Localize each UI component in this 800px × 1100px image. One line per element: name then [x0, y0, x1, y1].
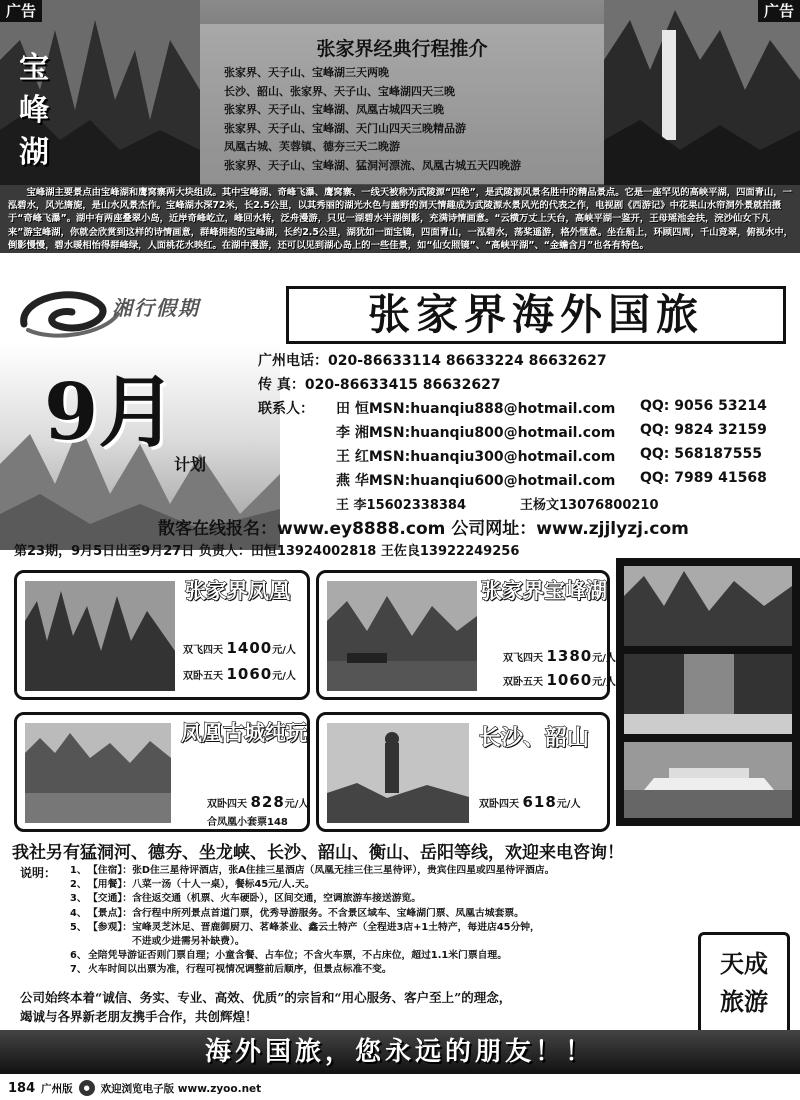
- contact-row: [336, 422, 615, 442]
- company-line: 公司始终本着“诚信、务实、专业、高效、优质”的宗旨和“用心服务、客户至上”的理念，: [20, 990, 512, 1005]
- fax-numbers: 020-86633415 86632627: [304, 377, 501, 393]
- agency-logo-text: 湘行假期: [112, 296, 200, 320]
- ad-label-left: 广告: [0, 0, 42, 22]
- tour-price: 双飞四天 1400元/人: [183, 639, 296, 657]
- contact-msn: MSN:huanqiu600@hotmail.com: [368, 473, 616, 489]
- contact-row: [336, 446, 615, 466]
- tour-title: 凤凰古城纯玩: [181, 720, 307, 745]
- tour-photo: [25, 723, 171, 823]
- tour-price: 双卧四天 618元/人: [479, 793, 581, 811]
- extra-phone: 王 李15602338384: [336, 498, 467, 513]
- footer-text: 欢迎浏览电子版 www.zyoo.net: [100, 1082, 262, 1095]
- plan-label: 计划: [174, 455, 207, 474]
- contact-name: 王 红: [336, 449, 369, 465]
- itinerary-item: 凤凰古城、芙蓉镇、德夯三天二晚游: [224, 140, 400, 154]
- photo-column: [616, 558, 800, 826]
- itinerary-item: 张家界、天子山、宝峰湖、猛洞河漂流、凤凰古城五天四晚游: [224, 158, 521, 172]
- more-routes-line: 我社另有猛洞河、德夯、坐龙峡、长沙、韶山、衡山、岳阳等线，欢迎来电咨询！: [12, 843, 624, 863]
- tour-card-changsha-shaoshan: [316, 712, 610, 832]
- itinerary-list: [224, 64, 604, 176]
- tour-card-zjj-fenghuang: [14, 570, 310, 700]
- tour-title: 张家界宝峰湖: [481, 578, 607, 603]
- note-item: 5、【参观】：宝峰灵芝沐足、晋鹿御厨刀、茗峰茶业、鑫云土特产（全程进3店+1土特产，每进店45分钟，: [70, 921, 540, 933]
- itinerary-item: 张家界、天子山、宝峰湖三天两晚: [224, 66, 389, 79]
- tour-price: 双卧五天 1060元/人: [503, 671, 616, 689]
- cruise-ship-photo: [624, 742, 792, 818]
- note-item: 1、【住宿】：张D住三星待评酒店，张A住挂三星酒店（凤凰无挂三住三星待评），贵宾住四星或四星待评酒店。: [70, 865, 555, 876]
- badge-line: 旅游: [720, 987, 768, 1016]
- ad-label-right: 广告: [758, 0, 800, 22]
- fax-label: 传 真：: [258, 377, 305, 393]
- baofeng-lake-title: 宝峰湖: [19, 51, 49, 170]
- tour-price-note: 合凤凰小套票148: [207, 817, 288, 828]
- street-photo: [624, 654, 792, 734]
- contact-qq: QQ: 9824 32159: [640, 422, 767, 438]
- notes-label: 说明：: [20, 866, 57, 880]
- contact-qq: QQ: 568187555: [640, 446, 762, 462]
- tour-title: 长沙、韶山: [479, 725, 590, 751]
- issue-line: 第23期，9月5日出至9月27日 负责人：田恒13924002818 王佐良13922249256: [14, 544, 520, 559]
- tour-card-zjj-baofeng: [316, 570, 616, 700]
- circle-logo-icon: ●: [79, 1080, 95, 1096]
- tour-photo: [25, 581, 175, 691]
- slogan-bar: [0, 1030, 800, 1074]
- tour-price: 双卧五天 1060元/人: [183, 665, 296, 683]
- company-line: 竭诚与各界新老朋友携手合作，共创辉煌！: [20, 1009, 258, 1024]
- note-item: 3、【交通】：含往返交通（机票、火车硬卧），区间交通，空调旅游车接送游览。: [70, 893, 422, 905]
- notes-list: [70, 864, 690, 978]
- phone-line: [258, 350, 607, 370]
- contact-qq: QQ: 7989 41568: [640, 470, 767, 486]
- contact-name: 田 恒: [336, 401, 369, 417]
- itinerary-title: 张家界经典行程推介: [316, 38, 488, 60]
- edition-label: 广州版: [41, 1082, 73, 1095]
- page-footer: [8, 1080, 261, 1096]
- tiancheng-badge: [698, 932, 790, 1036]
- page-number: 184: [8, 1080, 36, 1096]
- contact-msn: MSN:huanqiu888@hotmail.com: [368, 401, 616, 417]
- contact-name: 燕 华: [336, 473, 369, 489]
- agency-logo-swirl: [14, 284, 124, 344]
- badge-line: 天成: [720, 949, 768, 978]
- contact-qq: QQ: 9056 53214: [640, 398, 767, 414]
- agency-name: 张家界海外国旅: [286, 286, 786, 344]
- tour-price: 双飞四天 1380元/人: [503, 647, 616, 665]
- contact-row: [336, 470, 615, 490]
- itinerary-item: 张家界、天子山、宝峰湖、天门山四天三晚精品游: [224, 121, 466, 135]
- note-item: 6、全陪凭导游证否则门票自理；小童含餐、占车位；不含火车票，不占床位，超过1.1米门票自理。: [70, 950, 508, 962]
- slogan-text: 海外国旅，您永远的朋友！！: [204, 1037, 595, 1067]
- tour-card-fenghuang-town: [14, 712, 310, 832]
- registration-line: 散客在线报名：www.ey8888.com 公司网址：www.zjjlyzj.com: [158, 519, 689, 539]
- note-item: 7、火车时间以出票为准，行程可视情况调整前后顺序，但景点标准不变。: [70, 964, 392, 976]
- mountain-photo: [624, 566, 792, 646]
- contact-name: 李 湘: [336, 425, 369, 441]
- tour-photo: [327, 581, 477, 691]
- month-label: 9月: [44, 367, 177, 458]
- contact-msn: MSN:huanqiu300@hotmail.com: [368, 449, 616, 465]
- itinerary-item: 张家界、天子山、宝峰湖、凤凰古城四天三晚: [224, 103, 444, 117]
- company-statement: [20, 988, 700, 1026]
- phone-label: 广州电话：: [258, 353, 328, 369]
- fax-line: [258, 374, 501, 394]
- extra-phone: 王杨文13076800210: [520, 498, 659, 513]
- baofeng-description: 宝峰湖主要景点由宝峰湖和鹰窝寨两大块组成。其中宝峰湖、奇峰飞瀑、鹰窝寨、一线天被称为武陵源“四绝”，是武陵源风景名胜中的精品景点。它是一座罕见的高峡平湖，四面青山，一泓碧水，风光旖旎，是山水风景杰作。宝峰湖水深72米，长2.5公里，以其秀丽的湖光水色与幽野的洞天情趣成为武陵源水景风光的代表之作，电视剧《西游记》中花果山水帘洞外景就拍摄于“奇峰飞瀑”。湖中有两座叠翠小岛，近岸奇峰屹立，峰回水转，泛舟漫游，只见一湖碧水半湖倒影，充满诗情画意。“云横万丈上天台，高峡平湖一鉴开，王母瑶池金扶，浣沙仙女下凡来”游宝峰湖，你就会欣赏到这样的诗情画意，群峰拥抱的宝峰湖，长约2.5公里，湖犹如一面宝镜，四面青山，一泓碧水，荡桨遥游，格外惬意。坐在船上，环顾四周，千山竞翠，俯视水中，倒影慢慢，碧水暖相怡得群峰绿，人面桃花水映红。在湖中漫游，还可以见到湖心岛上的一些佳景，如“仙女照镜”、“高峡平湖”、“金蟾含月”也各有特色。: [8, 187, 793, 251]
- contact-msn: MSN:huanqiu800@hotmail.com: [368, 425, 616, 441]
- top-banner: [0, 0, 800, 253]
- tour-price: 双卧四天 828元/人: [207, 793, 309, 811]
- tour-photo: [327, 723, 469, 823]
- phone-numbers: 020-86633114 86633224 86632627: [328, 353, 607, 369]
- contact-label: 联系人：: [258, 401, 314, 417]
- itinerary-item: 长沙、韶山、张家界、天子山、宝峰湖四天三晚: [224, 84, 455, 98]
- tour-title: 张家界凤凰: [185, 578, 290, 603]
- note-item: 2、【用餐】：八菜一汤（十人一桌），餐标45元/人.天。: [70, 879, 315, 891]
- note-item: 4、【景点】：含行程中所列景点首道门票，优秀导游服务。不含景区域车、宝峰湖门票、凤凰古城套票。: [70, 907, 524, 919]
- contact-row: [336, 398, 615, 418]
- note-item: 不进或少进需另补缺费）。: [132, 936, 245, 948]
